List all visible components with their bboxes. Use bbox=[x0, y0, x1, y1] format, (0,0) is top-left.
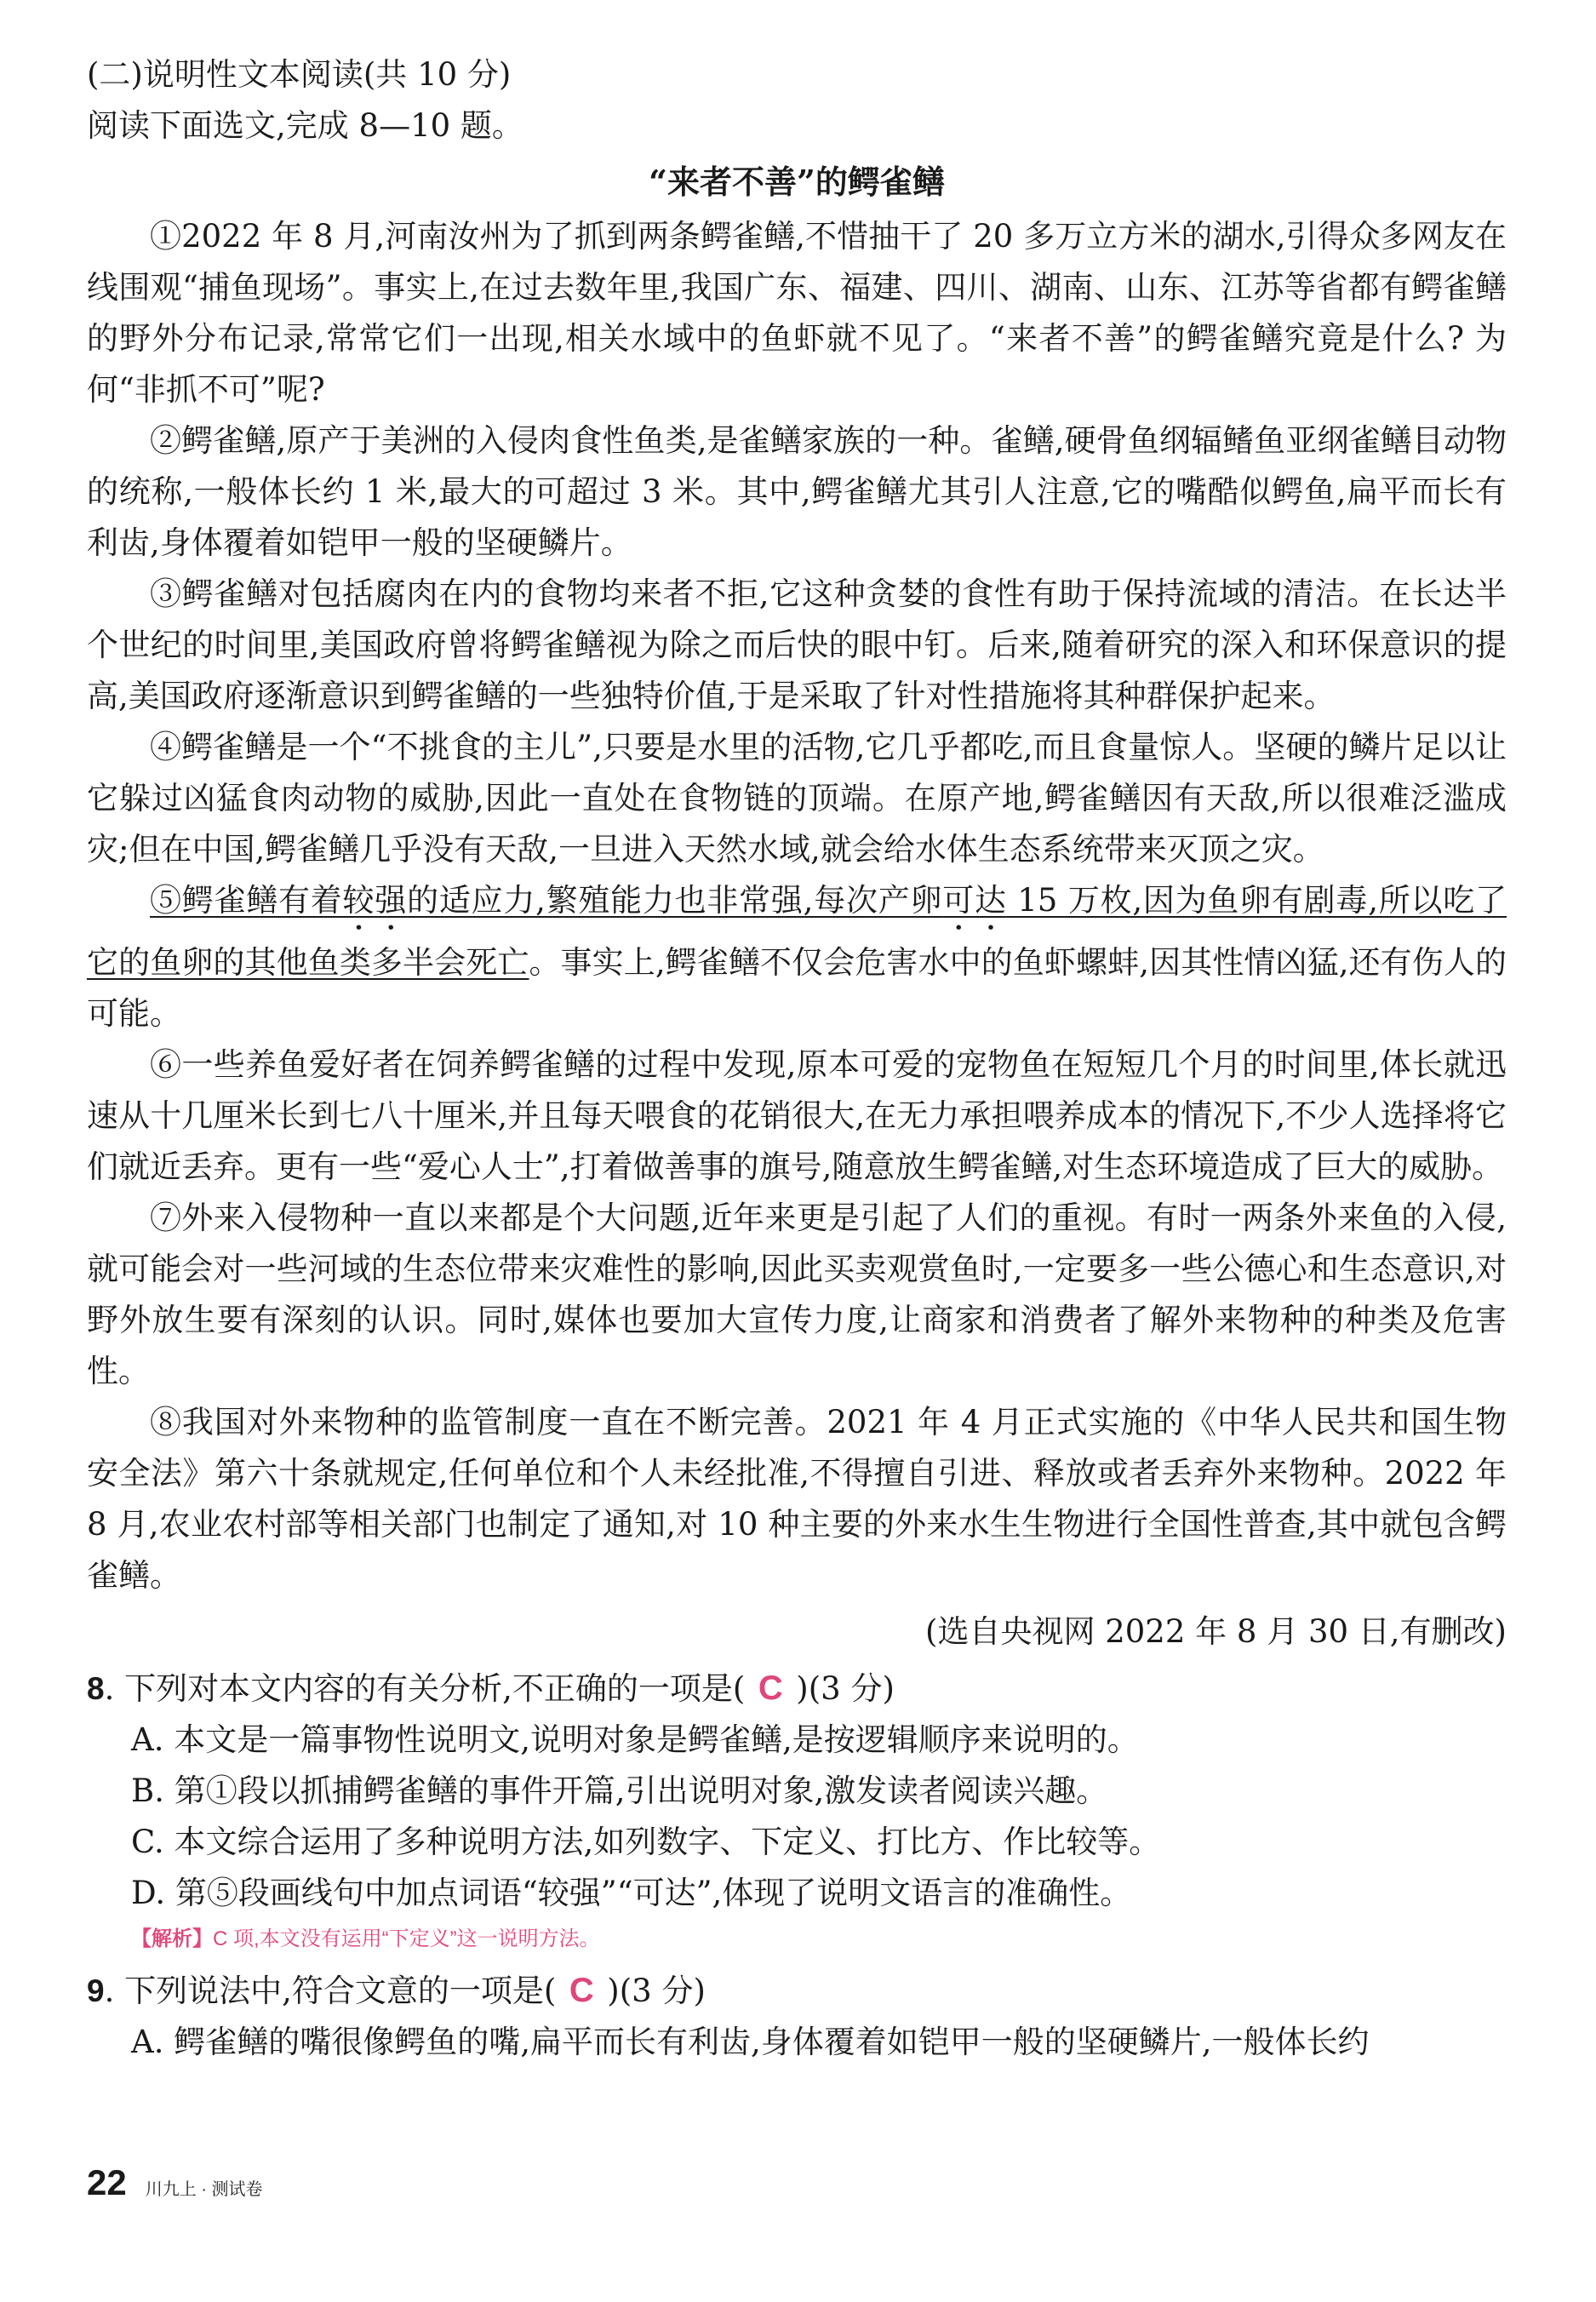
option-a: A. 鳄雀鳝的嘴很像鳄鱼的嘴,扁平而长有利齿,身体覆着如铠甲一般的坚硬鳞片,一般体长约 bbox=[131, 2024, 1370, 2060]
option-d: D. 第⑤段画线句中加点词语“较强”“可达”,体现了说明文语言的准确性。 bbox=[131, 1875, 1132, 1911]
content bbox=[87, 49, 1507, 2068]
option-a: A. 本文是一篇事物性说明文,说明对象是鳄雀鳝,是按逻辑顺序来说明的。 bbox=[131, 1721, 1139, 1758]
article-source: (选自央视网 2022 年 8 月 30 日,有删改) bbox=[925, 1613, 1507, 1650]
paragraph-5-rest: 。事实上,鳄雀鳝不仅会危害水中的鱼虾螺蚌,因其性情凶猛,还有伤人的可能。 bbox=[87, 944, 1507, 1032]
question-number: 9 bbox=[87, 1973, 105, 2008]
question-points: )(3 分) bbox=[607, 1973, 706, 2009]
underlined-part-1: ⑤鳄雀鳝有着 bbox=[150, 882, 343, 919]
option-b: B. 第①段以抓捕鳄雀鳝的事件开篇,引出说明对象,激发读者阅读兴趣。 bbox=[131, 1772, 1108, 1809]
question-stem: . 下列对本文内容的有关分析,不正确的一项是( bbox=[104, 1670, 746, 1707]
page-number: 22 bbox=[87, 2162, 127, 2202]
paragraph-5 bbox=[87, 875, 1507, 1039]
explanation bbox=[87, 1919, 1507, 1960]
paragraph-7: ⑦外来入侵物种一直以来都是个大问题,近年来更是引起了人们的重视。有时一两条外来鱼的入侵,就可能会对一些河域的生态位带来灾难性的影响,因此买卖观赏鱼时,一定要多一些公德心和生态意识,对野外放生要有深刻的认识。同时,媒体也要加大宣传力度,让商家和消费者了解外来物种的种类及危害性。 bbox=[87, 1200, 1507, 1389]
book-label: 川九上 · 测试卷 bbox=[145, 2180, 263, 2199]
section-heading: (二)说明性文本阅读(共 10 分) bbox=[87, 56, 512, 93]
dotted-word-2: 可达 bbox=[942, 882, 1007, 919]
paragraph-6: ⑥一些养鱼爱好者在饲养鳄雀鳝的过程中发现,原本可爱的宠物鱼在短短几个月的时间里,体长就迅速从十几厘米长到七八十厘米,并且每天喂食的花销很大,在无力承担喂养成本的情况下,不少人选择将它们就近丢弃。更有一些“爱心人士”,打着做善事的旗号,随意放生鳄雀鳝,对生态环境造成了巨大的威胁。 bbox=[87, 1046, 1507, 1185]
question-stem: . 下列说法中,符合文意的一项是( bbox=[104, 1973, 557, 2009]
question-9 bbox=[87, 1965, 1507, 2017]
page-footer bbox=[87, 2162, 263, 2203]
paragraph-2: ②鳄雀鳝,原产于美洲的入侵肉食性鱼类,是雀鳝家族的一种。雀鳝,硬骨鱼纲辐鳍鱼亚纲雀鳝目动物的统称,一般体长约 1 米,最大的可超过 3 米。其中,鳄雀鳝尤其引人注意,它的嘴酷似鳄鱼,扁平而长有利齿,身体覆着如铠甲一般的坚硬鳞片。 bbox=[87, 422, 1507, 561]
section-instruction: 阅读下面选文,完成 8—10 题。 bbox=[87, 107, 523, 144]
underlined-part-2: 的适应力,繁殖能力也非常强,每次产卵 bbox=[407, 882, 943, 919]
option-c: C. 本文综合运用了多种说明方法,如列数字、下定义、打比方、作比较等。 bbox=[131, 1824, 1161, 1860]
question-points: )(3 分) bbox=[796, 1670, 895, 1707]
question-number: 8 bbox=[87, 1671, 105, 1706]
article-title: “来者不善”的鳄雀鳝 bbox=[649, 163, 945, 201]
underlined-part-3: 15 万枚,因为鱼卵有剧毒,所以吃了它的鱼卵的其他鱼类多半会死亡 bbox=[87, 882, 1507, 981]
answer-mark: C bbox=[758, 1669, 783, 1707]
explanation-text: C 项,本文没有运用“下定义”这一说明方法。 bbox=[213, 1927, 600, 1950]
dotted-word-1: 较强 bbox=[342, 882, 408, 919]
paragraph-8: ⑧我国对外来物种的监管制度一直在不断完善。2021 年 4 月正式实施的《中华人民共和国生物安全法》第六十条就规定,任何单位和个人未经批准,不得擅自引进、释放或者丢弃外来物种。2022 年 8 月,农业农村部等相关部门也制定了通知,对 10 种主要的外来水生生物进行全国性普查,其中就包含鳄雀鳝。 bbox=[87, 1404, 1507, 1594]
paragraph-3: ③鳄雀鳝对包括腐肉在内的食物均来者不拒,它这种贪婪的食性有助于保持流域的清洁。在长达半个世纪的时间里,美国政府曾将鳄雀鳝视为除之而后快的眼中钉。后来,随着研究的深入和环保意识的提高,美国政府逐渐意识到鳄雀鳝的一些独特价值,于是采取了针对性措施将其种群保护起来。 bbox=[87, 576, 1507, 714]
answer-mark: C bbox=[569, 1972, 594, 2009]
explanation-tag: 【解析】 bbox=[131, 1927, 213, 1950]
paragraph-4: ④鳄雀鳝是一个“不挑食的主儿”,只要是水里的活物,它几乎都吃,而且食量惊人。坚硬的鳞片足以让它躲过凶猛食肉动物的威胁,因此一直处在食物链的顶端。在原产地,鳄雀鳝因有天敌,所以很难泛滥成灾;但在中国,鳄雀鳝几乎没有天敌,一旦进入天然水域,就会给水体生态系统带来灭顶之灾。 bbox=[87, 729, 1507, 868]
paragraph-1: ①2022 年 8 月,河南汝州为了抓到两条鳄雀鳝,不惜抽干了 20 多万立方米的湖水,引得众多网友在线围观“捕鱼现场”。事实上,在过去数年里,我国广东、福建、四川、湖南、山东、江苏等省都有鳄雀鳝的野外分布记录,常常它们一出现,相关水域中的鱼虾就不见了。“来者不善”的鳄雀鳝究竟是什么? 为何“非抓不可”呢? bbox=[87, 218, 1507, 408]
question-8 bbox=[87, 1663, 1507, 1715]
